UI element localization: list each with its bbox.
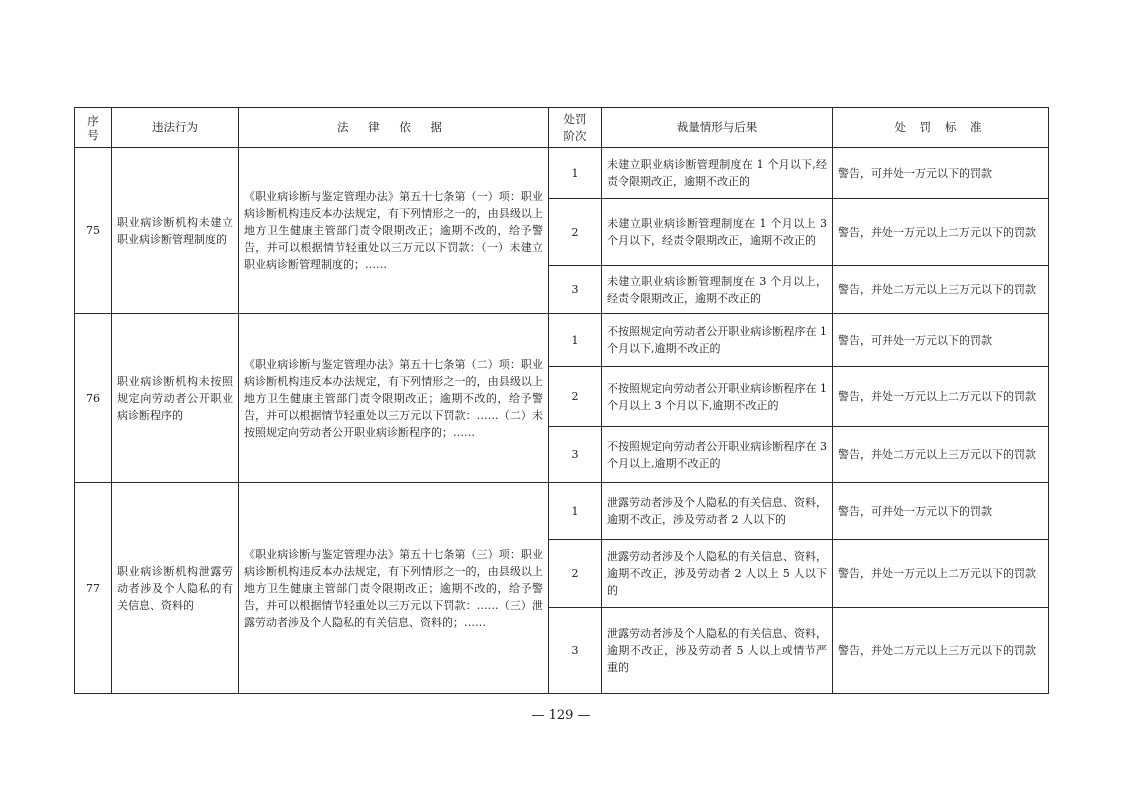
standard-cell: [832, 426, 1049, 483]
stage-cell: [548, 198, 602, 266]
standard-cell-text: 警告，并处一万元以上二万元以下的罚款: [838, 390, 1036, 403]
stage-cell-text: 1: [571, 333, 579, 347]
circumstance-cell-text: 泄露劳动者涉及个人隐私的有关信息、资料，逾期不改正，涉及劳动者 2 人以上 5 人以下的: [607, 550, 827, 597]
standard-cell: [832, 366, 1049, 427]
standard-cell: [832, 313, 1049, 367]
circumstance-cell: [601, 426, 833, 483]
standard-cell: [832, 147, 1049, 199]
circumstance-cell-text: 不按照规定向劳动者公开职业病诊断程序在 1 个月以下,逾期不改正的: [607, 325, 827, 355]
entry-violation: [111, 147, 239, 314]
stage-cell: [548, 265, 602, 314]
circumstance-cell: [601, 147, 833, 199]
entry-legal-basis-text: 《职业病诊断与鉴定管理办法》第五十七条第（一）项：职业病诊断机构违反本办法规定，有下列情形之一的，由县级以上地方卫生健康主管部门责令限期改正；逾期不改的，给予警告，并可以根据情节轻重处以三万元以下罚款：（一）未建立职业病诊断管理制度的；……: [244, 190, 543, 271]
stage-cell: [548, 539, 602, 608]
header-stage-text: 处罚 阶次: [563, 111, 587, 143]
circumstance-cell: [601, 539, 833, 608]
circumstance-cell-text: 泄露劳动者涉及个人隐私的有关信息、资料，逾期不改正，涉及劳动者 2 人以下的: [607, 496, 827, 526]
stage-cell: [548, 313, 602, 367]
entry-seq-text: 75: [86, 224, 100, 237]
standard-cell-text: 警告，可并处一万元以下的罚款: [838, 504, 992, 518]
standard-cell: [832, 198, 1049, 266]
header-seq-text: 序号: [87, 113, 99, 142]
stage-cell-text: 3: [571, 644, 579, 657]
entry-legal-basis: [238, 147, 549, 314]
stage-cell-text: 1: [571, 166, 579, 180]
stage-cell-text: 3: [571, 448, 579, 461]
circumstance-cell: [601, 366, 833, 427]
standard-cell: [832, 607, 1049, 694]
header-circumstance-text: 裁量情形与后果: [676, 120, 758, 134]
entry-legal-basis: [238, 313, 549, 483]
entry-seq-text: 76: [86, 391, 100, 405]
circumstance-cell: [601, 198, 833, 266]
stage-cell-text: 2: [571, 567, 579, 580]
entry-violation: [111, 482, 239, 694]
stage-cell-text: 3: [571, 283, 579, 296]
standard-cell: [832, 539, 1049, 608]
standard-cell-text: 警告，并处二万元以上三万元以下的罚款: [838, 644, 1036, 657]
circumstance-cell-text: 未建立职业病诊断管理制度在 3 个月以上，经责令限期改正，逾期不改正的: [607, 274, 827, 305]
entry-legal-basis: [238, 482, 549, 694]
stage-cell: [548, 482, 602, 540]
circumstance-cell: [601, 607, 833, 694]
header-legal-basis: [238, 107, 549, 148]
stage-cell: [548, 366, 602, 427]
header-standard-text: 处 罚 标 准: [894, 120, 987, 134]
header-seq: [74, 107, 112, 148]
circumstance-cell: [601, 482, 833, 540]
stage-cell: [548, 426, 602, 483]
standard-cell-text: 警告，并处二万元以上三万元以下的罚款: [838, 448, 1036, 461]
header-violation-text: 违法行为: [152, 120, 198, 134]
entry-seq: [74, 147, 112, 314]
circumstance-cell-text: 未建立职业病诊断管理制度在 1 个月以上 3 个月以下，经责令限期改正，逾期不改正的: [607, 217, 827, 247]
stage-cell: [548, 607, 602, 694]
header-circumstance: [601, 107, 833, 148]
circumstance-cell-text: 泄露劳动者涉及个人隐私的有关信息、资料，逾期不改正，涉及劳动者 5 人以上或情节严重的: [607, 627, 827, 674]
entry-violation-text: 职业病诊断机构未按照规定向劳动者公开职业病诊断程序的: [117, 374, 233, 422]
standard-cell-text: 警告，并处一万元以上二万元以下的罚款: [838, 567, 1036, 580]
circumstance-cell: [601, 313, 833, 367]
stage-cell-text: 1: [571, 504, 579, 518]
stage-cell-text: 2: [571, 390, 579, 403]
stage-cell: [548, 147, 602, 199]
standard-cell-text: 警告，可并处一万元以下的罚款: [838, 166, 992, 180]
circumstance-cell: [601, 265, 833, 314]
standard-cell-text: 警告，并处二万元以上三万元以下的罚款: [838, 283, 1036, 296]
standard-cell: [832, 482, 1049, 540]
standard-cell-text: 警告，并处一万元以上二万元以下的罚款: [838, 225, 1036, 239]
standard-cell: [832, 265, 1049, 314]
header-stage: [548, 107, 602, 148]
circumstance-cell-text: 不按照规定向劳动者公开职业病诊断程序在 3 个月以上,逾期不改正的: [607, 439, 827, 470]
circumstance-cell-text: 未建立职业病诊断管理制度在 1 个月以下,经责令限期改正，逾期不改正的: [607, 158, 827, 188]
entry-legal-basis-text: 《职业病诊断与鉴定管理办法》第五十七条第（二）项：职业病诊断机构违反本办法规定，有下列情形之一的，由县级以上地方卫生健康主管部门责令限期改正；逾期不改的，给予警告，并可以根据情节轻重处以三万元以下罚款：……（二）未按照规定向劳动者公开职业病诊断程序的；……: [244, 357, 543, 439]
entry-seq-text: 77: [86, 581, 100, 595]
entry-violation: [111, 313, 239, 483]
header-violation: [111, 107, 239, 148]
entry-seq: [74, 482, 112, 694]
header-legal-basis-text: 法 律 依 据: [337, 120, 450, 134]
entry-seq: [74, 313, 112, 483]
header-standard: [832, 107, 1049, 148]
entry-violation-text: 职业病诊断机构未建立职业病诊断管理制度的: [117, 215, 233, 246]
entry-violation-text: 职业病诊断机构泄露劳动者涉及个人隐私的有关信息、资料的: [117, 564, 233, 612]
standard-cell-text: 警告，可并处一万元以下的罚款: [838, 333, 992, 347]
stage-cell-text: 2: [571, 225, 579, 239]
entry-legal-basis-text: 《职业病诊断与鉴定管理办法》第五十七条第（三）项：职业病诊断机构违反本办法规定，有下列情形之一的，由县级以上地方卫生健康主管部门责令限期改正；逾期不改的，给予警告，并可以根据情节轻重处以三万元以下罚款：……（三）泄露劳动者涉及个人隐私的有关信息、资料的；……: [244, 547, 543, 629]
page-number: — 129 —: [531, 708, 591, 723]
circumstance-cell-text: 不按照规定向劳动者公开职业病诊断程序在 1 个月以上 3 个月以下,逾期不改正的: [607, 381, 827, 412]
